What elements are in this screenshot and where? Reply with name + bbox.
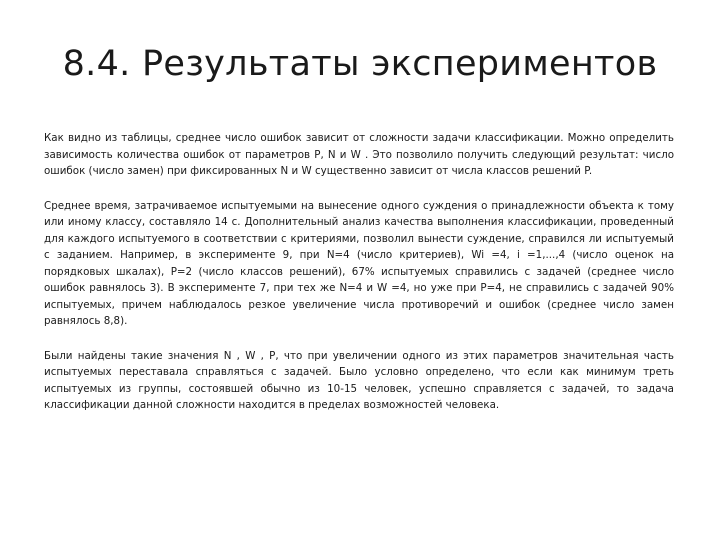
slide-body	[44, 130, 674, 432]
slide-title: 8.4. Результаты экспериментов	[62, 44, 658, 84]
paragraph-error-dependence: Как видно из таблицы, среднее число ошибок зависит от сложности задачи классификации. Можно определить зависимость количества ошибок от параметров P, N и W . Это позволило получить следующий результат: число ошибок (число замен) при фиксированных N и W существенно зависит от числа классов решений P.	[44, 132, 674, 177]
paragraph-average-time: Среднее время, затрачиваемое испытуемыми на вынесение одного суждения о принадлежности объекта к тому или иному классу, составляло 14 с. Дополнительный анализ качества выполнения классификации, проведенный для каждого испытуемого в соответствии с критериями, позволил вынести суждение, справился ли испытуемый с заданием. Например, в эксперименте 9, при N=4 (число критериев), Wi =4, i =1,...,4 (число оценок на порядковых шкалах), P=2 (число классов решений), 67% испытуемых справились с задачей (среднее число ошибок равнялось 3). В эксперименте 7, при тех же N=4 и W =4, но уже при P=4, не справились с задачей 90% испытуемых, причем наблюдалось резкое увеличение числа противоречий и ошибок (среднее число замен равнялось 8,8).	[44, 199, 674, 327]
paragraph-parameter-values: Были найдены такие значения N , W , P, что при увеличении одного из этих параметров значительная часть испытуемых переставала справляться с задачей. Было условно определено, что если как минимум треть испытуемых из группы, состоявшей обычно из 10-15 человек, успешно справляется с задачей, то задача классификации данной сложности находится в пределах возможностей человека.	[44, 349, 674, 411]
